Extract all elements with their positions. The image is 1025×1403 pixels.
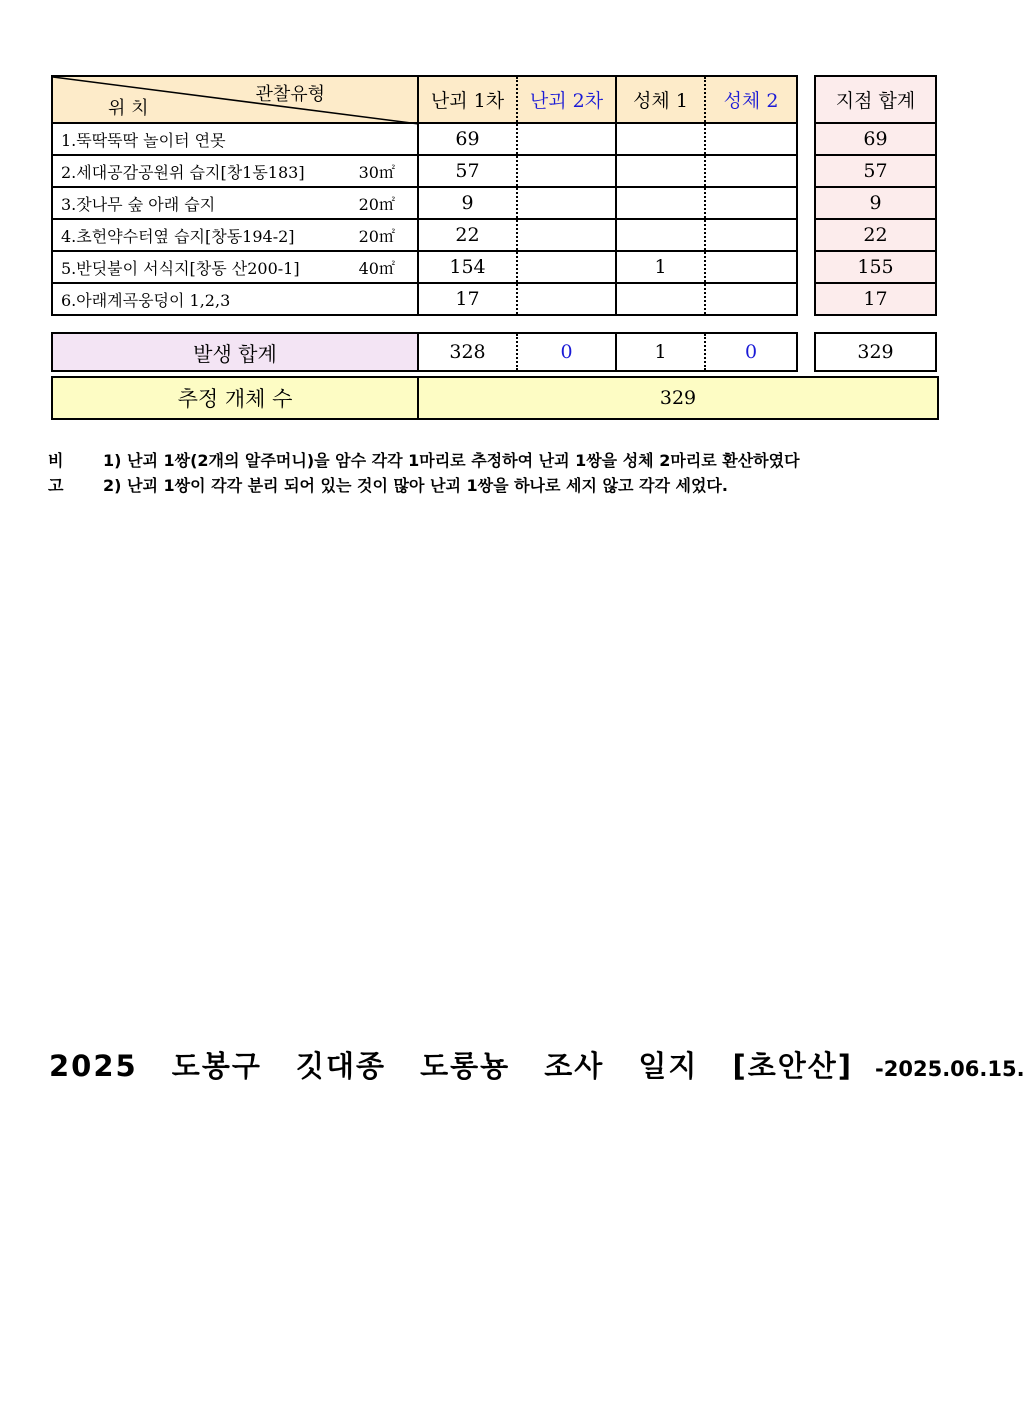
estimate-row <box>52 377 938 419</box>
col-adult-1: 성체 1 <box>616 76 705 123</box>
egg-1-cell: 69 <box>418 123 517 155</box>
survey-table <box>51 75 798 316</box>
egg-2-cell <box>517 219 616 251</box>
site-total-cell: 9 <box>815 187 936 219</box>
adult-2-cell <box>705 155 797 187</box>
table-row <box>52 155 797 187</box>
adult-1-cell <box>616 187 705 219</box>
adult-1-cell <box>616 123 705 155</box>
adult-2-cell <box>705 219 797 251</box>
corner-header-cell <box>52 76 418 123</box>
table-row <box>52 219 797 251</box>
total-egg-1: 328 <box>418 333 517 371</box>
table-row <box>52 123 797 155</box>
estimate-value: 329 <box>418 377 938 419</box>
total-adult-2: 0 <box>705 333 797 371</box>
footer-date: -2025.06.15. <box>875 1057 1025 1081</box>
egg-1-cell: 154 <box>418 251 517 283</box>
location-cell: 6.아래계곡웅덩이 1,2,3 <box>52 283 418 315</box>
estimate-label: 추정 개체 수 <box>52 377 418 419</box>
total-egg-2: 0 <box>517 333 616 371</box>
location-cell: 3.잣나무 숲 아래 습지 20㎡ <box>52 187 418 219</box>
site-total-cell: 22 <box>815 219 936 251</box>
observation-type-label: 관찰유형 <box>255 84 325 105</box>
col-egg-2: 난괴 2차 <box>517 76 616 123</box>
footer <box>49 1044 1025 1085</box>
adult-1-cell: 1 <box>616 251 705 283</box>
egg-1-cell: 57 <box>418 155 517 187</box>
location-label: 위 치 <box>108 98 149 119</box>
adult-1-cell <box>616 283 705 315</box>
estimate-table <box>51 376 939 420</box>
egg-2-cell <box>517 187 616 219</box>
site-total-cell: 155 <box>815 251 936 283</box>
egg-2-cell <box>517 251 616 283</box>
occurrence-total-label: 발생 합계 <box>52 333 418 371</box>
adult-2-cell <box>705 283 797 315</box>
adult-1-cell <box>616 155 705 187</box>
location-cell: 2.세대공감공원위 습지[창1동183] 30㎡ <box>52 155 418 187</box>
egg-1-cell: 9 <box>418 187 517 219</box>
site-total-table <box>814 75 937 316</box>
table-row <box>52 283 797 315</box>
table-header-row <box>52 76 797 123</box>
site-total-header: 지점 합계 <box>815 76 936 123</box>
adult-2-cell <box>705 187 797 219</box>
location-cell: 1.뚝딱뚝딱 놀이터 연못 <box>52 123 418 155</box>
site-total-cell: 69 <box>815 123 936 155</box>
egg-2-cell <box>517 123 616 155</box>
total-adult-1: 1 <box>616 333 705 371</box>
site-total-cell: 57 <box>815 155 936 187</box>
adult-2-cell <box>705 251 797 283</box>
table-row <box>52 251 797 283</box>
adult-1-cell <box>616 219 705 251</box>
location-cell: 4.초헌약수터옆 습지[창동194-2] 20㎡ <box>52 219 418 251</box>
notes-label: 비고 <box>48 451 64 495</box>
col-adult-2: 성체 2 <box>705 76 797 123</box>
grand-total-cell: 329 <box>815 333 936 371</box>
col-egg-1: 난괴 1차 <box>418 76 517 123</box>
footer-title: 2025 도봉구 깃대종 도롱뇽 조사 일지 [초안산] <box>49 1049 854 1083</box>
occurrence-total-table <box>51 332 798 372</box>
egg-2-cell <box>517 283 616 315</box>
egg-1-cell: 22 <box>418 219 517 251</box>
note-line-1: 1) 난괴 1쌍(2개의 알주머니)을 암수 각각 1마리로 추정하여 난괴 1쌍을 성체 2마리로 환산하였다 <box>103 451 800 470</box>
site-total-cell: 17 <box>815 283 936 315</box>
grand-total-table <box>814 332 937 372</box>
table-row <box>52 187 797 219</box>
egg-2-cell <box>517 155 616 187</box>
egg-1-cell: 17 <box>418 283 517 315</box>
occurrence-total-row <box>52 333 797 371</box>
note-line-2: 2) 난괴 1쌍이 각각 분리 되어 있는 것이 많아 난괴 1쌍을 하나로 세지 않고 각각 세었다. <box>103 476 728 495</box>
location-cell: 5.반딧불이 서식지[창동 산200-1] 40㎡ <box>52 251 418 283</box>
adult-2-cell <box>705 123 797 155</box>
